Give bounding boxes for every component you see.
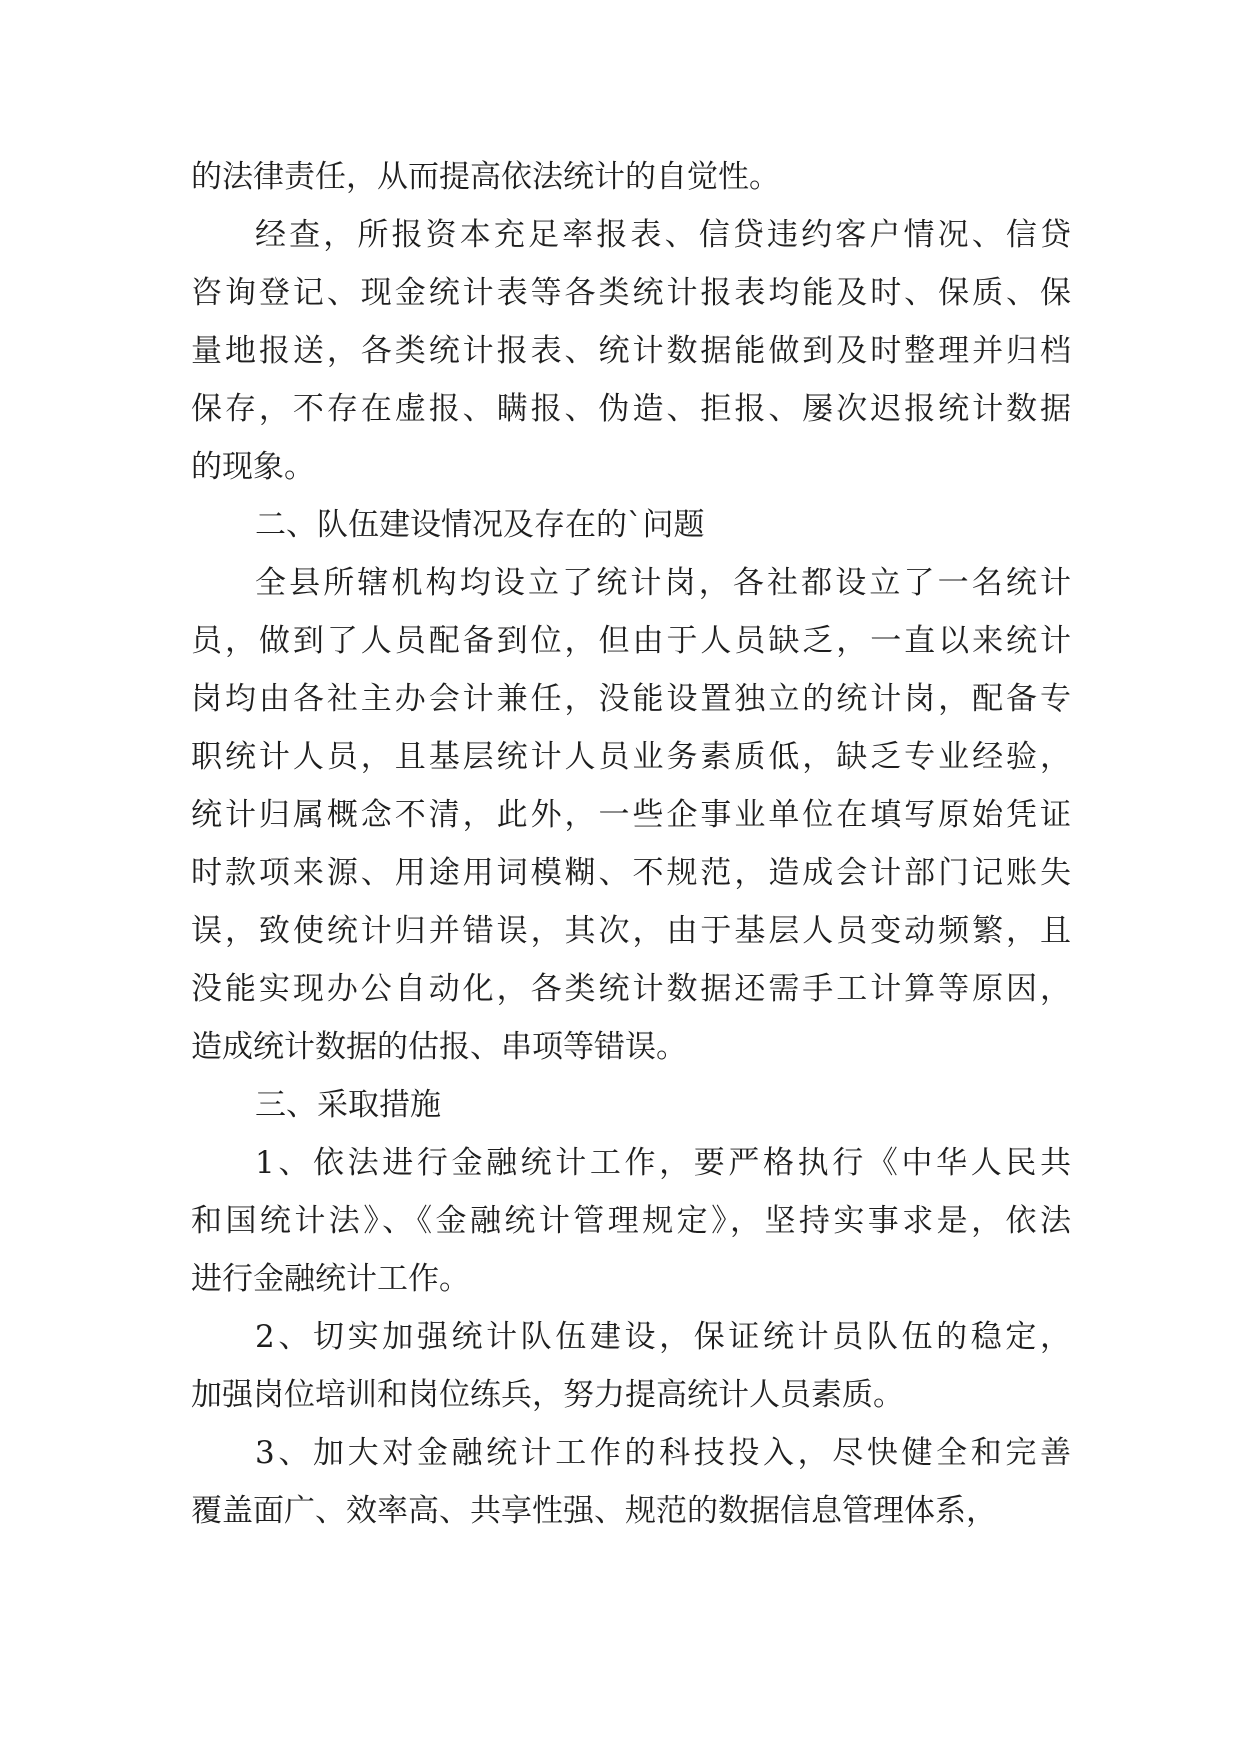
text-line: 咨询登记、现金统计表等各类统计报表均能及时、保质、保: [191, 275, 1071, 311]
text-line: 三、采取措施: [255, 1087, 441, 1123]
text-line: 和国统计法》、《金融统计管理规定》，坚持实事求是，依法: [191, 1203, 1071, 1239]
text-line: 误，致使统计归并错误，其次，由于基层人员变动频繁，且: [191, 913, 1071, 949]
text-line: 保存，不存在虚报、瞒报、伪造、拒报、屡次迟报统计数据: [191, 391, 1071, 427]
text-line: 二、队伍建设情况及存在的`问题: [255, 507, 705, 543]
text-line: 3、加大对金融统计工作的科技投入，尽快健全和完善: [255, 1435, 1071, 1471]
text-line: 加强岗位培训和岗位练兵，努力提高统计人员素质。: [191, 1377, 904, 1413]
para-inspection-result: [191, 206, 1071, 496]
text-line: 进行金融统计工作。: [191, 1261, 470, 1297]
document-body: [191, 148, 1071, 1540]
text-line: 覆盖面广、效率高、共享性强、规范的数据信息管理体系，: [191, 1493, 997, 1529]
para-measure-2: [191, 1308, 1071, 1424]
text-line: 1、依法进行金融统计工作，要严格执行《中华人民共: [255, 1145, 1071, 1181]
text-line: 全县所辖机构均设立了统计岗，各社都设立了一名统计: [255, 565, 1071, 601]
text-line: 没能实现办公自动化，各类统计数据还需手工计算等原因，: [191, 971, 1071, 1007]
text-line: 量地报送，各类统计报表、统计数据能做到及时整理并归档: [191, 333, 1071, 369]
text-line: 职统计人员，且基层统计人员业务素质低，缺乏专业经验，: [191, 739, 1071, 775]
text-line: 经查，所报资本充足率报表、信贷违约客户情况、信贷: [255, 217, 1071, 253]
text-line: 的现象。: [191, 449, 315, 485]
heading-team-building: [191, 496, 1071, 554]
text-line: 岗均由各社主办会计兼任，没能设置独立的统计岗，配备专: [191, 681, 1071, 717]
para-team-issues: [191, 554, 1071, 1076]
para-measure-3: [191, 1424, 1071, 1540]
heading-measures: [191, 1076, 1071, 1134]
text-line: 统计归属概念不清，此外，一些企事业单位在填写原始凭证: [191, 797, 1071, 833]
text-line: 2、切实加强统计队伍建设，保证统计员队伍的稳定，: [255, 1319, 1071, 1355]
text-line: 员，做到了人员配备到位，但由于人员缺乏，一直以来统计: [191, 623, 1071, 659]
text-line: 的法律责任，从而提高依法统计的自觉性。: [191, 159, 780, 195]
para-legal-responsibility-end: [191, 148, 1071, 206]
text-line: 造成统计数据的估报、串项等错误。: [191, 1029, 687, 1065]
text-line: 时款项来源、用途用词模糊、不规范，造成会计部门记账失: [191, 855, 1071, 891]
para-measure-1: [191, 1134, 1071, 1308]
